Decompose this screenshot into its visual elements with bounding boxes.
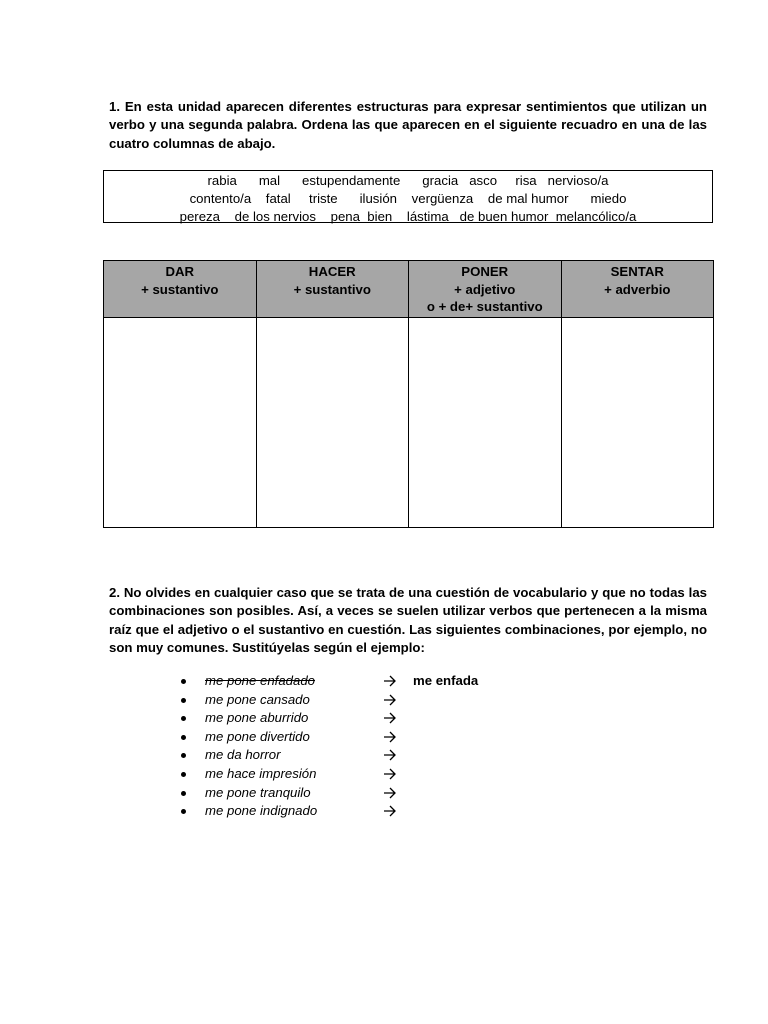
word-box-line: contento/a fatal triste ilusión vergüenza de mal humor miedo [189, 191, 627, 206]
bullet-icon [181, 679, 186, 684]
phrase: me hace impresión [205, 765, 317, 781]
phrase: me pone tranquilo [205, 784, 311, 800]
word-box-line: pereza de los nervios pena bien lástima de buen humor melancólico/a [179, 209, 637, 224]
bullet-icon [181, 753, 186, 758]
phrase: me da horror [205, 747, 281, 763]
bullet-icon [181, 735, 186, 740]
phrase: me pone aburrido [205, 710, 309, 726]
example-phrase: me pone enfadado [205, 673, 315, 688]
header-line: o + de+ sustantivo [426, 299, 543, 314]
right-arrow-icon [383, 691, 397, 709]
header-line: HACER [308, 264, 356, 279]
list-item [181, 672, 581, 691]
column-header-poner [409, 261, 562, 318]
phrase: me pone indignado [205, 803, 318, 819]
word-box-line: rabia mal estupendamente gracia asco risa nervioso/a [207, 173, 609, 188]
right-arrow-icon [383, 709, 397, 727]
table-answer-row [104, 318, 714, 528]
right-arrow-icon [383, 784, 397, 802]
header-line: SENTAR [610, 264, 664, 279]
example-answer: me enfada [413, 673, 479, 688]
right-arrow-icon [383, 802, 397, 820]
answer-cell-sentar[interactable] [561, 318, 714, 528]
table-header-row [104, 261, 714, 318]
list-item [181, 802, 581, 821]
phrase: me pone divertido [205, 728, 310, 744]
column-header-sentar [561, 261, 714, 318]
answer-cell-hacer[interactable] [256, 318, 409, 528]
header-line: + adverbio [604, 281, 671, 297]
bullet-icon [181, 809, 186, 814]
list-item [181, 784, 581, 803]
bullet-icon [181, 698, 186, 703]
header-line: PONER [461, 264, 509, 279]
answer-cell-poner[interactable] [409, 318, 562, 528]
list-item [181, 709, 581, 728]
column-header-dar [104, 261, 257, 318]
header-line: + sustantivo [293, 281, 371, 297]
list-item [181, 765, 581, 784]
right-arrow-icon [383, 765, 397, 783]
list-item [181, 746, 581, 765]
header-line: DAR [165, 264, 195, 279]
exercise-2-instructions: 2. No olvides en cualquier caso que se trata de una cuestión de vocabulario y que no todas las combinaciones son posibles. Así, a veces se suelen utilizar verbos que pertenecen a la misma raíz que el adjetivo o el sustantivo en cuestión. Las siguientes combinaciones, por ejemplo, no son muy comunes. Sustitúyelas según el ejemplo: [109, 585, 707, 655]
column-header-hacer [256, 261, 409, 318]
bullet-icon [181, 716, 186, 721]
list-item [181, 691, 581, 710]
exercise-1-instructions: 1. En esta unidad aparecen diferentes estructuras para expresar sentimientos que utilizan un verbo y una segunda palabra. Ordena las que aparecen en el siguiente recuadro en una de las cuatro columnas de abajo. [109, 99, 707, 151]
right-arrow-icon [383, 746, 397, 764]
right-arrow-icon [383, 672, 397, 690]
phrase: me pone cansado [205, 691, 310, 707]
list-item [181, 728, 581, 747]
verb-columns-table [103, 260, 714, 528]
right-arrow-icon [383, 728, 397, 746]
bullet-icon [181, 772, 186, 777]
answer-cell-dar[interactable] [104, 318, 257, 528]
substitution-list [181, 672, 581, 821]
header-line: + sustantivo [141, 281, 219, 297]
word-box [103, 170, 713, 223]
bullet-icon [181, 791, 186, 796]
header-line: + adjetivo [454, 281, 516, 297]
